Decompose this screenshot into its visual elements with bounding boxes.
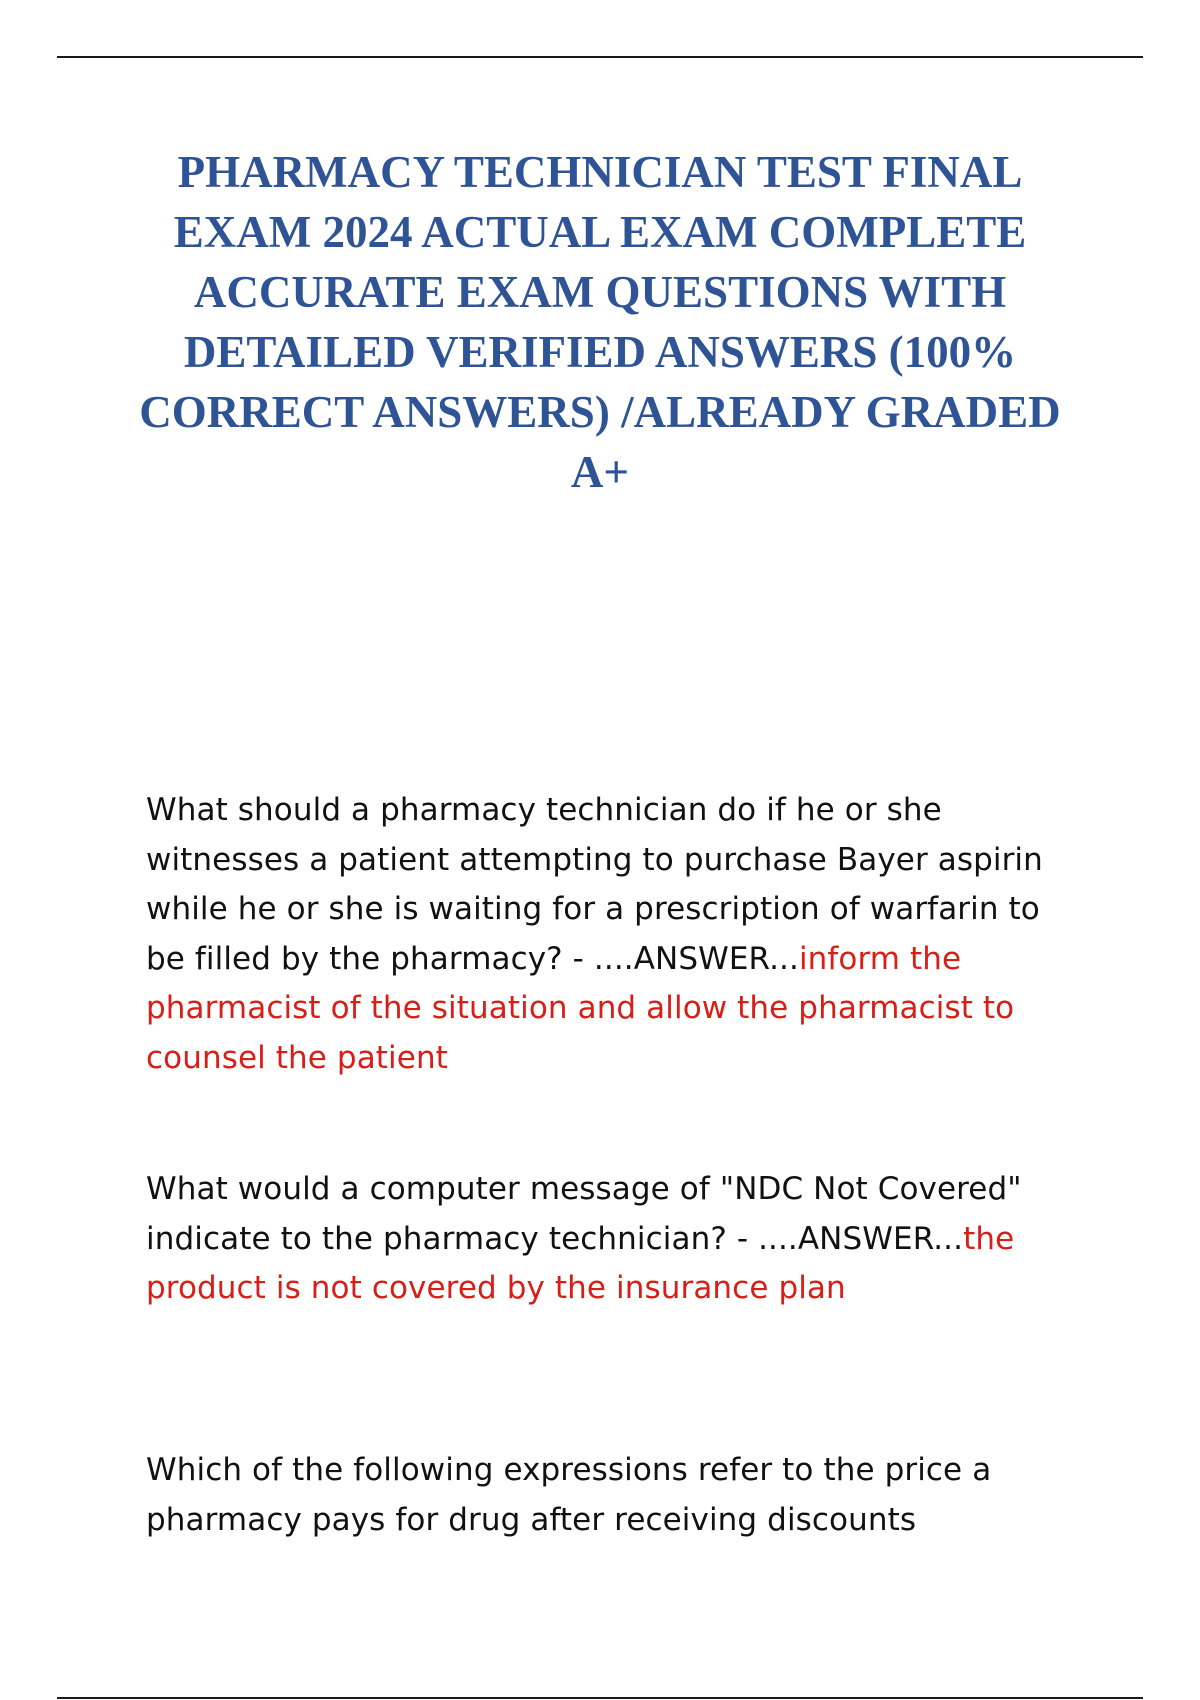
bottom-rule (57, 1697, 1143, 1699)
question-text-1: What should a pharmacy technician do if he or she witnesses a patient attempting to purchase Bayer aspirin while he or she is waiting for a prescription of warfarin to be filled by the pharmacy? - ....ANSWER... (146, 792, 1043, 977)
answer-text-2: the product is not covered by the insurance plan (146, 1220, 1015, 1306)
question-block-2 (146, 1165, 1076, 1314)
answer-text-1: inform the pharmacist of the situation and allow the pharmacist to counsel the patient (146, 940, 1015, 1076)
question-block-3 (146, 1446, 1076, 1545)
top-rule (57, 56, 1143, 58)
question-text-2: What would a computer message of "NDC Not Covered" indicate to the pharmacy technician? - ....ANSWER... (146, 1171, 1022, 1257)
question-block-1 (146, 786, 1076, 1083)
document-title: PHARMACY TECHNICIAN TEST FINAL EXAM 2024 ACTUAL EXAM COMPLETE ACCURATE EXAM QUESTIONS WITH DETAILED VERIFIED ANSWERS (100% CORRECT ANSWERS) /ALREADY GRADED A+ (139, 147, 1061, 497)
question-text-3: Which of the following expressions refer to the price a pharmacy pays for drug after receiving discounts (146, 1452, 992, 1538)
